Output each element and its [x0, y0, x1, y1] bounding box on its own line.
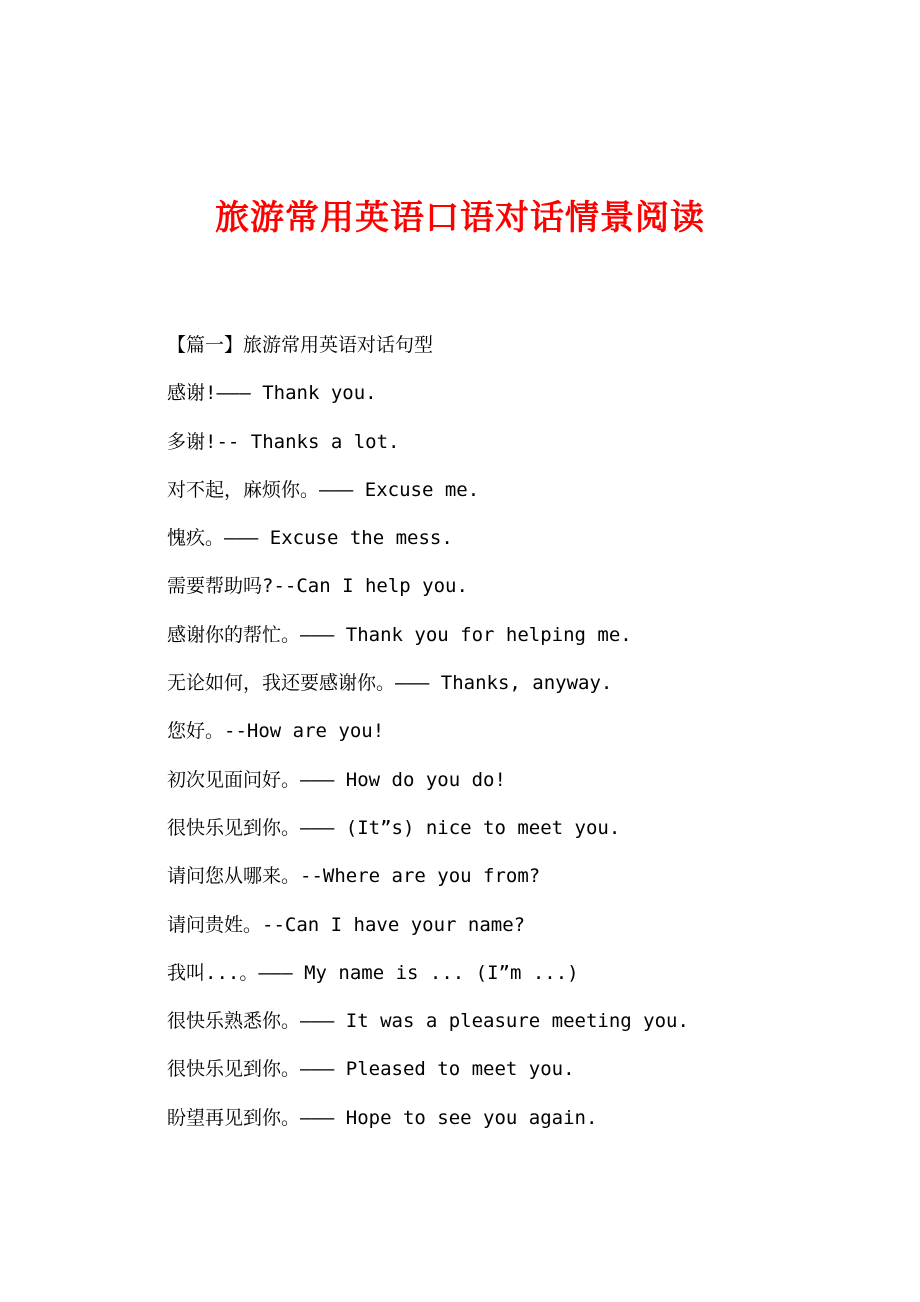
phrase-line: 您好。--How are you!	[167, 720, 385, 743]
phrase-line: 需要帮助吗?--Can I help you.	[167, 575, 468, 598]
phrase-line: 无论如何，我还要感谢你。——— Thanks, anyway.	[167, 672, 613, 695]
phrase-line: 很快乐见到你。——— Pleased to meet you.	[167, 1058, 575, 1081]
phrase-line: 请问贵姓。--Can I have your name?	[167, 913, 526, 936]
phrase-line: 盼望再见到你。——— Hope to see you again.	[167, 1106, 598, 1129]
phrase-line: 初次见面问好。——— How do you do!	[167, 768, 506, 791]
phrase-line: 很快乐熟悉你。——— It was a pleasure meeting you.	[167, 1010, 689, 1033]
phrase-line: 多谢!-- Thanks a lot.	[167, 430, 400, 453]
phrase-line: 愧疚。——— Excuse the mess.	[167, 527, 453, 550]
phrase-line: 我叫...。——— My name is ... (I”m ...)	[167, 961, 579, 984]
document-title: 旅游常用英语口语对话情景阅读	[215, 198, 705, 238]
document-body	[167, 327, 867, 1148]
section-heading: 【篇一】旅游常用英语对话句型	[167, 334, 434, 356]
phrase-line: 感谢你的帮忙。——— Thank you for helping me.	[167, 623, 632, 646]
phrase-line: 感谢!——— Thank you.	[167, 382, 377, 405]
phrase-line: 对不起，麻烦你。——— Excuse me.	[167, 478, 480, 501]
phrase-line: 很快乐见到你。——— (It”s) nice to meet you.	[167, 816, 621, 839]
phrase-line: 请问您从哪来。--Where are you from?	[167, 865, 541, 888]
